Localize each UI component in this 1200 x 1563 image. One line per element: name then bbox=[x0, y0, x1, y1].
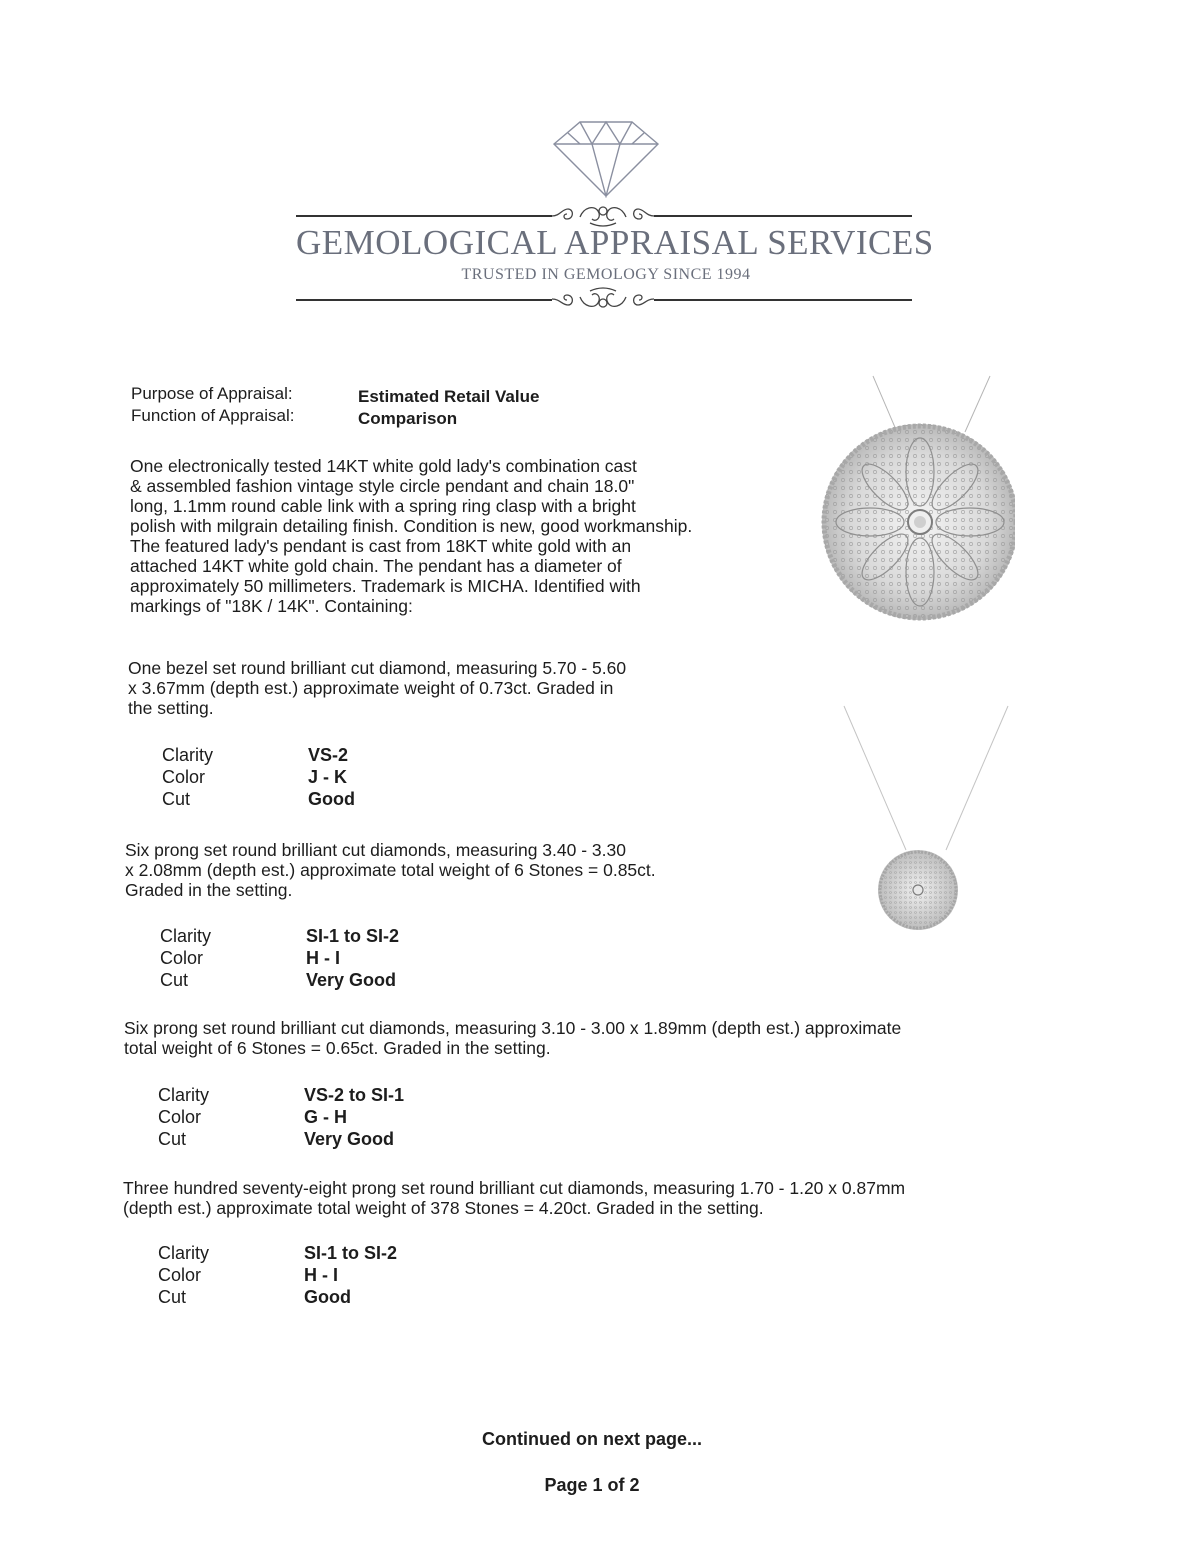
function-value: Comparison bbox=[358, 409, 458, 428]
stone-line: Graded in the setting. bbox=[125, 880, 293, 900]
company-tagline: TRUSTED IN GEMOLOGY SINCE 1994 bbox=[461, 266, 751, 283]
diamond-logo-icon bbox=[548, 118, 664, 198]
grade-value: VS-2 bbox=[308, 745, 349, 765]
description-line: One electronically tested 14KT white gold lady's combination cast bbox=[130, 456, 637, 476]
grade-value: SI-1 to SI-2 bbox=[306, 926, 400, 946]
stone-line: One bezel set round brilliant cut diamond, measuring 5.70 - 5.60 bbox=[128, 658, 627, 678]
stone-description bbox=[125, 840, 765, 900]
description-line: polish with milgrain detailing finish. Condition is new, good workmanship. bbox=[130, 516, 693, 536]
grade-label: Cut bbox=[162, 789, 191, 809]
pendant-with-chain-photo bbox=[838, 700, 1018, 940]
stone-line: (depth est.) approximate total weight of 378 Stones = 4.20ct. Graded in the setting. bbox=[123, 1198, 764, 1218]
grade-value: VS-2 to SI-1 bbox=[304, 1085, 405, 1105]
stone-description bbox=[124, 1018, 1024, 1058]
stone-line: x 2.08mm (depth est.) approximate total weight of 6 Stones = 0.85ct. bbox=[125, 860, 656, 880]
grade-label: Cut bbox=[158, 1129, 187, 1149]
grade-value: Very Good bbox=[304, 1129, 395, 1149]
grading-table bbox=[162, 744, 422, 810]
purpose-label: Purpose of Appraisal: bbox=[131, 384, 293, 403]
item-description bbox=[130, 456, 790, 616]
grade-value: G - H bbox=[304, 1107, 347, 1127]
description-line: The featured lady's pendant is cast from 18KT white gold with an bbox=[130, 536, 632, 556]
grading-table bbox=[160, 925, 440, 991]
grade-value: H - I bbox=[306, 948, 340, 968]
grade-value: H - I bbox=[304, 1265, 338, 1285]
stone-line: x 3.67mm (depth est.) approximate weight of 0.73ct. Graded in bbox=[128, 678, 614, 698]
grade-value: SI-1 to SI-2 bbox=[304, 1243, 398, 1263]
grade-label: Cut bbox=[160, 970, 189, 990]
grade-value: Very Good bbox=[306, 970, 397, 990]
header-rule-top-left bbox=[296, 215, 552, 217]
grade-label: Clarity bbox=[162, 745, 214, 765]
grade-label: Color bbox=[162, 767, 206, 787]
grade-value: Good bbox=[304, 1287, 351, 1307]
stone-line: Six prong set round brilliant cut diamonds, measuring 3.40 - 3.30 bbox=[125, 840, 626, 860]
header-rule-bottom-right bbox=[654, 299, 912, 301]
description-line: approximately 50 millimeters. Trademark is MICHA. Identified with bbox=[130, 576, 641, 596]
flourish-ornament-bottom-icon bbox=[550, 287, 656, 311]
pendant-closeup-photo bbox=[815, 372, 1015, 642]
grade-label: Color bbox=[158, 1265, 202, 1285]
grade-value: J - K bbox=[308, 767, 348, 787]
stone-line: the setting. bbox=[128, 698, 214, 718]
grade-label: Clarity bbox=[158, 1243, 210, 1263]
purpose-value: Estimated Retail Value bbox=[358, 387, 540, 406]
description-line: long, 1.1mm round cable link with a spring ring clasp with a bright bbox=[130, 496, 636, 516]
header-rule-top-right bbox=[654, 215, 912, 217]
stone-description bbox=[128, 658, 748, 718]
description-line: & assembled fashion vintage style circle pendant and chain 18.0" bbox=[130, 476, 635, 496]
grade-label: Clarity bbox=[160, 926, 212, 946]
stone-description bbox=[123, 1178, 1023, 1218]
grade-label: Clarity bbox=[158, 1085, 210, 1105]
grading-table bbox=[158, 1242, 448, 1308]
page-number: Page 1 of 2 bbox=[544, 1475, 640, 1495]
grading-table bbox=[158, 1084, 448, 1150]
grade-value: Good bbox=[308, 789, 355, 809]
grade-label: Color bbox=[158, 1107, 202, 1127]
description-line: markings of "18K / 14K". Containing: bbox=[130, 596, 413, 616]
continued-note: Continued on next page... bbox=[482, 1429, 702, 1449]
stone-line: total weight of 6 Stones = 0.65ct. Graded in the setting. bbox=[124, 1038, 551, 1058]
header-rule-bottom-left bbox=[296, 299, 552, 301]
company-name: GEMOLOGICAL APPRAISAL SERVICES bbox=[296, 223, 934, 262]
grade-label: Cut bbox=[158, 1287, 187, 1307]
description-line: attached 14KT white gold chain. The pendant has a diameter of bbox=[130, 556, 622, 576]
stone-line: Three hundred seventy-eight prong set round brilliant cut diamonds, measuring 1.70 - 1.20 x 0.87mm bbox=[123, 1178, 906, 1198]
stone-line: Six prong set round brilliant cut diamonds, measuring 3.10 - 3.00 x 1.89mm (depth est.) approximate bbox=[124, 1018, 902, 1038]
grade-label: Color bbox=[160, 948, 204, 968]
function-label: Function of Appraisal: bbox=[131, 406, 295, 425]
